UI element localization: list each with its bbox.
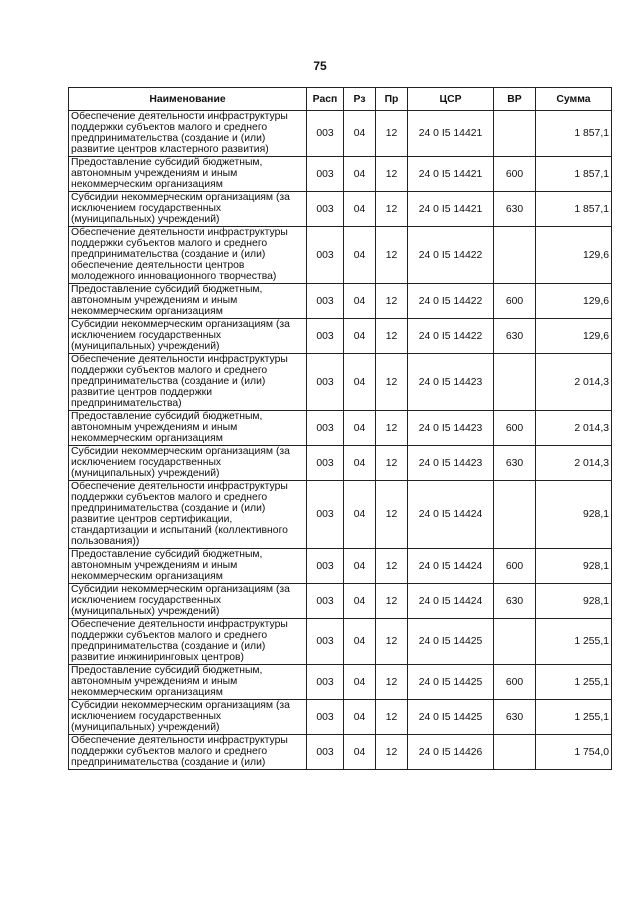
cell-pr: 12 bbox=[376, 619, 408, 665]
header-name: Наименование bbox=[69, 88, 307, 111]
cell-pr: 12 bbox=[376, 111, 408, 157]
cell-csr: 24 0 I5 14422 bbox=[408, 227, 494, 284]
cell-name: Обеспечение деятельности инфраструктуры поддержки субъектов малого и среднего предпринимательства (создание и (или) обеспечение деятельности центров молодежного инновационного творчества) bbox=[69, 227, 307, 284]
cell-name: Обеспечение деятельности инфраструктуры поддержки субъектов малого и среднего предпринимательства (создание и (или) развитие инжиниринговых центров) bbox=[69, 619, 307, 665]
cell-csr: 24 0 I5 14426 bbox=[408, 735, 494, 770]
table-row bbox=[69, 549, 612, 584]
cell-rz: 04 bbox=[344, 549, 376, 584]
cell-name: Обеспечение деятельности инфраструктуры поддержки субъектов малого и среднего предпринимательства (создание и (или) развитие центров поддержки предпринимательства) bbox=[69, 354, 307, 411]
cell-pr: 12 bbox=[376, 584, 408, 619]
cell-vr bbox=[494, 111, 536, 157]
header-row bbox=[69, 88, 612, 111]
cell-name: Субсидии некоммерческим организациям (за исключением государственных (муниципальных) учреждений) bbox=[69, 446, 307, 481]
cell-rasp: 003 bbox=[307, 665, 344, 700]
header-sum: Сумма bbox=[536, 88, 612, 111]
cell-name: Субсидии некоммерческим организациям (за исключением государственных (муниципальных) учреждений) bbox=[69, 584, 307, 619]
cell-rasp: 003 bbox=[307, 192, 344, 227]
header-rasp: Расп bbox=[307, 88, 344, 111]
cell-rasp: 003 bbox=[307, 319, 344, 354]
cell-rasp: 003 bbox=[307, 111, 344, 157]
cell-pr: 12 bbox=[376, 481, 408, 549]
cell-rz: 04 bbox=[344, 700, 376, 735]
cell-rz: 04 bbox=[344, 665, 376, 700]
cell-pr: 12 bbox=[376, 411, 408, 446]
cell-vr: 600 bbox=[494, 411, 536, 446]
cell-rz: 04 bbox=[344, 446, 376, 481]
cell-vr bbox=[494, 227, 536, 284]
cell-vr bbox=[494, 481, 536, 549]
cell-rasp: 003 bbox=[307, 227, 344, 284]
cell-vr: 600 bbox=[494, 157, 536, 192]
cell-sum: 928,1 bbox=[536, 481, 612, 549]
cell-vr bbox=[494, 619, 536, 665]
cell-vr: 630 bbox=[494, 446, 536, 481]
table-row bbox=[69, 665, 612, 700]
cell-csr: 24 0 I5 14421 bbox=[408, 192, 494, 227]
table-row bbox=[69, 411, 612, 446]
cell-rasp: 003 bbox=[307, 354, 344, 411]
cell-rz: 04 bbox=[344, 735, 376, 770]
cell-name: Предоставление субсидий бюджетным, автономным учреждениям и иным некоммерческим организациям bbox=[69, 549, 307, 584]
cell-rasp: 003 bbox=[307, 735, 344, 770]
cell-rz: 04 bbox=[344, 481, 376, 549]
cell-name: Субсидии некоммерческим организациям (за исключением государственных (муниципальных) учреждений) bbox=[69, 700, 307, 735]
cell-name: Обеспечение деятельности инфраструктуры поддержки субъектов малого и среднего предпринимательства (создание и (или) развитие центров кластерного развития) bbox=[69, 111, 307, 157]
cell-csr: 24 0 I5 14423 bbox=[408, 354, 494, 411]
cell-name: Предоставление субсидий бюджетным, автономным учреждениям и иным некоммерческим организациям bbox=[69, 665, 307, 700]
cell-rasp: 003 bbox=[307, 584, 344, 619]
cell-rasp: 003 bbox=[307, 284, 344, 319]
cell-vr: 630 bbox=[494, 192, 536, 227]
header-csr: ЦСР bbox=[408, 88, 494, 111]
table-row bbox=[69, 192, 612, 227]
table-row bbox=[69, 619, 612, 665]
cell-pr: 12 bbox=[376, 735, 408, 770]
cell-csr: 24 0 I5 14424 bbox=[408, 481, 494, 549]
cell-rz: 04 bbox=[344, 411, 376, 446]
table-row bbox=[69, 284, 612, 319]
cell-sum: 2 014,3 bbox=[536, 446, 612, 481]
cell-rz: 04 bbox=[344, 619, 376, 665]
cell-sum: 129,6 bbox=[536, 227, 612, 284]
cell-csr: 24 0 I5 14425 bbox=[408, 665, 494, 700]
budget-table bbox=[68, 87, 612, 770]
cell-pr: 12 bbox=[376, 319, 408, 354]
table-row bbox=[69, 446, 612, 481]
cell-sum: 928,1 bbox=[536, 584, 612, 619]
cell-rasp: 003 bbox=[307, 481, 344, 549]
cell-sum: 129,6 bbox=[536, 284, 612, 319]
table-row bbox=[69, 481, 612, 549]
cell-pr: 12 bbox=[376, 157, 408, 192]
cell-rasp: 003 bbox=[307, 549, 344, 584]
cell-vr: 600 bbox=[494, 284, 536, 319]
table-row bbox=[69, 354, 612, 411]
cell-csr: 24 0 I5 14424 bbox=[408, 549, 494, 584]
cell-vr bbox=[494, 354, 536, 411]
cell-pr: 12 bbox=[376, 227, 408, 284]
cell-pr: 12 bbox=[376, 192, 408, 227]
page-number: 75 bbox=[313, 59, 327, 73]
cell-sum: 1 754,0 bbox=[536, 735, 612, 770]
cell-sum: 2 014,3 bbox=[536, 354, 612, 411]
header-rz: Рз bbox=[344, 88, 376, 111]
cell-name: Субсидии некоммерческим организациям (за исключением государственных (муниципальных) учреждений) bbox=[69, 319, 307, 354]
cell-rz: 04 bbox=[344, 192, 376, 227]
cell-vr: 630 bbox=[494, 584, 536, 619]
cell-sum: 1 255,1 bbox=[536, 665, 612, 700]
cell-csr: 24 0 I5 14424 bbox=[408, 584, 494, 619]
cell-vr: 600 bbox=[494, 549, 536, 584]
cell-sum: 1 857,1 bbox=[536, 111, 612, 157]
cell-sum: 928,1 bbox=[536, 549, 612, 584]
cell-name: Субсидии некоммерческим организациям (за исключением государственных (муниципальных) учреждений) bbox=[69, 192, 307, 227]
cell-sum: 129,6 bbox=[536, 319, 612, 354]
cell-pr: 12 bbox=[376, 284, 408, 319]
cell-rasp: 003 bbox=[307, 700, 344, 735]
cell-pr: 12 bbox=[376, 354, 408, 411]
cell-name: Предоставление субсидий бюджетным, автономным учреждениям и иным некоммерческим организациям bbox=[69, 411, 307, 446]
cell-rasp: 003 bbox=[307, 619, 344, 665]
cell-sum: 1 857,1 bbox=[536, 157, 612, 192]
cell-name: Обеспечение деятельности инфраструктуры поддержки субъектов малого и среднего предпринимательства (создание и (или) bbox=[69, 735, 307, 770]
header-vr: ВР bbox=[494, 88, 536, 111]
cell-csr: 24 0 I5 14421 bbox=[408, 111, 494, 157]
cell-sum: 1 255,1 bbox=[536, 619, 612, 665]
cell-rz: 04 bbox=[344, 284, 376, 319]
cell-sum: 1 857,1 bbox=[536, 192, 612, 227]
cell-csr: 24 0 I5 14421 bbox=[408, 157, 494, 192]
cell-csr: 24 0 I5 14423 bbox=[408, 446, 494, 481]
table-row bbox=[69, 584, 612, 619]
cell-rz: 04 bbox=[344, 584, 376, 619]
table-row bbox=[69, 157, 612, 192]
cell-sum: 2 014,3 bbox=[536, 411, 612, 446]
cell-pr: 12 bbox=[376, 446, 408, 481]
cell-csr: 24 0 I5 14425 bbox=[408, 619, 494, 665]
table-row bbox=[69, 227, 612, 284]
table-row bbox=[69, 319, 612, 354]
cell-rz: 04 bbox=[344, 157, 376, 192]
cell-rz: 04 bbox=[344, 111, 376, 157]
cell-name: Предоставление субсидий бюджетным, автономным учреждениям и иным некоммерческим организациям bbox=[69, 284, 307, 319]
cell-vr: 630 bbox=[494, 319, 536, 354]
cell-vr: 600 bbox=[494, 665, 536, 700]
cell-rasp: 003 bbox=[307, 411, 344, 446]
cell-csr: 24 0 I5 14423 bbox=[408, 411, 494, 446]
cell-csr: 24 0 I5 14422 bbox=[408, 319, 494, 354]
cell-rz: 04 bbox=[344, 354, 376, 411]
cell-name: Обеспечение деятельности инфраструктуры поддержки субъектов малого и среднего предпринимательства (создание и (или) развитие центров сертификации, стандартизации и испытаний (коллективного пользования)) bbox=[69, 481, 307, 549]
table-row bbox=[69, 735, 612, 770]
cell-rz: 04 bbox=[344, 319, 376, 354]
cell-csr: 24 0 I5 14422 bbox=[408, 284, 494, 319]
cell-rasp: 003 bbox=[307, 446, 344, 481]
table-row bbox=[69, 700, 612, 735]
cell-vr bbox=[494, 735, 536, 770]
cell-vr: 630 bbox=[494, 700, 536, 735]
cell-sum: 1 255,1 bbox=[536, 700, 612, 735]
cell-name: Предоставление субсидий бюджетным, автономным учреждениям и иным некоммерческим организациям bbox=[69, 157, 307, 192]
cell-rasp: 003 bbox=[307, 157, 344, 192]
cell-pr: 12 bbox=[376, 700, 408, 735]
header-pr: Пр bbox=[376, 88, 408, 111]
cell-pr: 12 bbox=[376, 665, 408, 700]
cell-rz: 04 bbox=[344, 227, 376, 284]
table-body bbox=[69, 111, 612, 770]
cell-csr: 24 0 I5 14425 bbox=[408, 700, 494, 735]
table-row bbox=[69, 111, 612, 157]
cell-pr: 12 bbox=[376, 549, 408, 584]
